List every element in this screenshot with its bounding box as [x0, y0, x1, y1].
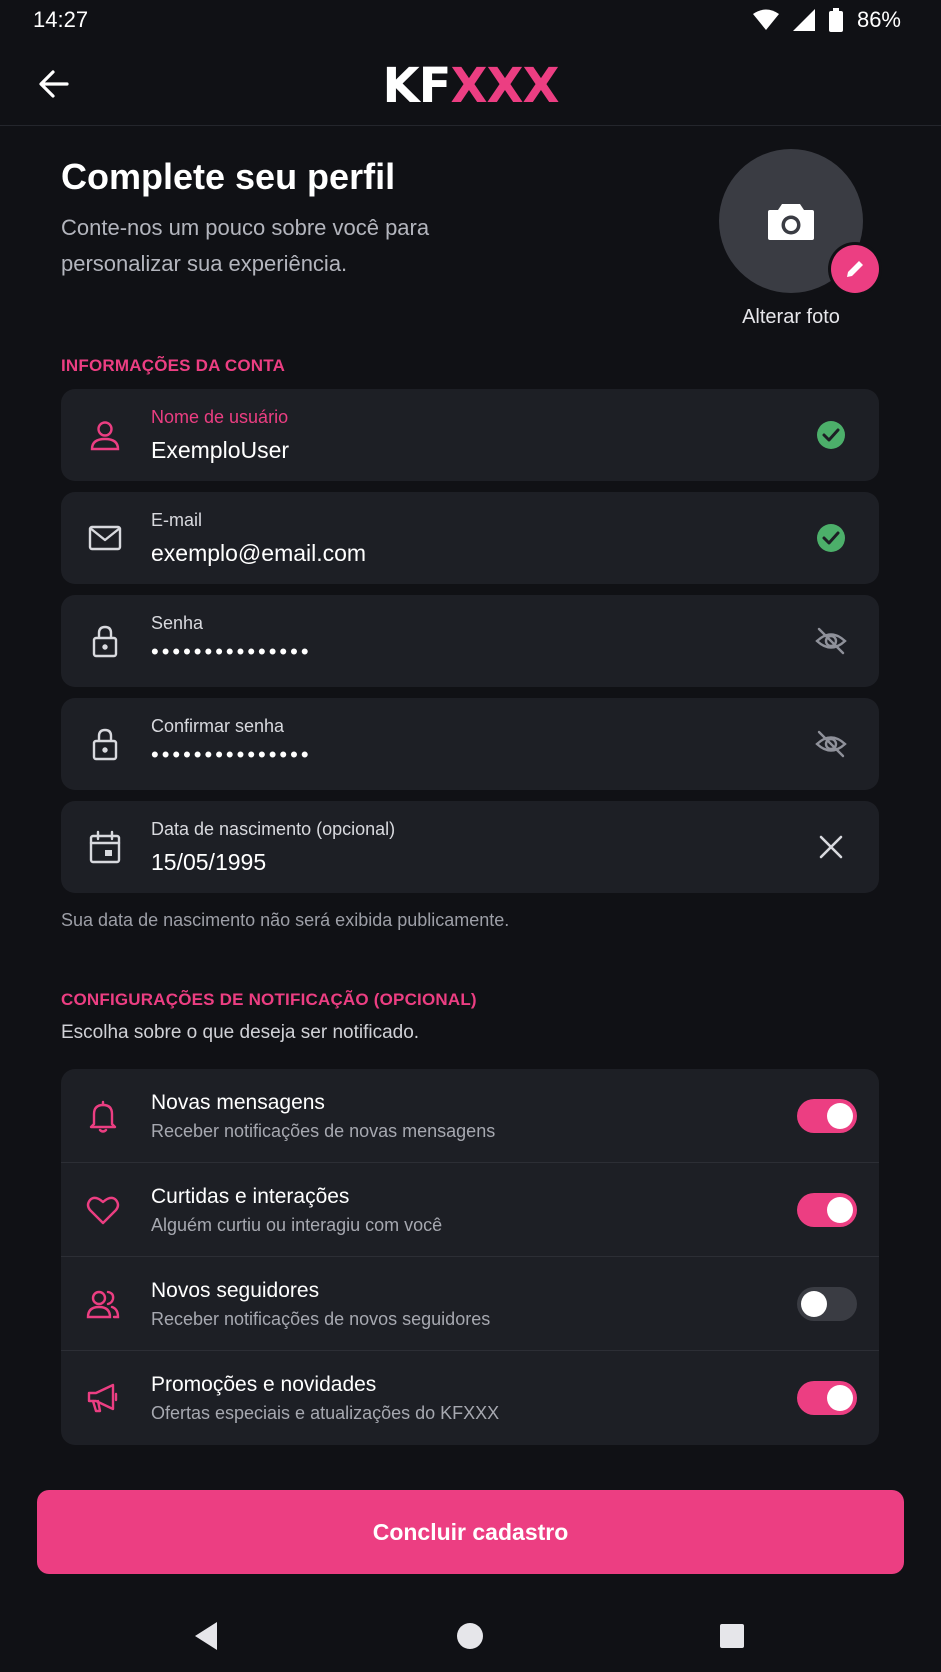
check-circle-icon [815, 419, 847, 451]
notifications-subtitle: Escolha sobre o que deseja ser notificado. [61, 1022, 420, 1043]
promotions-toggle[interactable] [797, 1381, 857, 1415]
notifications-section-title: CONFIGURAÇÕES DE NOTIFICAÇÃO (OPCIONAL) [61, 990, 477, 1009]
toggle-knob [827, 1197, 853, 1223]
users-icon [85, 1286, 121, 1322]
close-icon[interactable] [815, 831, 847, 863]
birthdate-label: Data de nascimento (opcional) [151, 819, 396, 839]
toggle-knob [827, 1103, 853, 1129]
password-field[interactable] [61, 595, 879, 687]
eye-off-icon[interactable] [815, 625, 847, 657]
app-logo [0, 58, 941, 114]
toggle-knob [827, 1385, 853, 1411]
logo-part-xxx: XXX [450, 58, 559, 114]
notification-item-promotions[interactable] [61, 1351, 879, 1445]
username-field[interactable] [61, 389, 879, 481]
mail-icon [87, 520, 123, 556]
battery-level: 86% [856, 7, 901, 32]
bell-icon [85, 1098, 121, 1134]
email-value[interactable]: exemplo@email.com [151, 540, 367, 566]
status-icons [753, 7, 901, 33]
notification-item-likes[interactable] [61, 1163, 879, 1257]
battery-icon [829, 8, 843, 32]
system-navbar [0, 1600, 941, 1672]
notification-description: Alguém curtiu ou interagiu com você [151, 1215, 443, 1235]
confirm-password-value[interactable]: ••••••••••••••• [151, 742, 312, 767]
nav-recents-icon[interactable] [712, 1616, 752, 1656]
username-label: Nome de usuário [151, 407, 289, 427]
logo-part-kf: KF [382, 58, 451, 114]
email-label: E-mail [151, 510, 203, 530]
complete-signup-button[interactable]: Concluir cadastro [37, 1490, 904, 1574]
camera-icon [767, 200, 815, 242]
nav-home-icon[interactable] [450, 1616, 490, 1656]
birthdate-value[interactable]: 15/05/1995 [151, 849, 267, 875]
password-label: Senha [151, 613, 204, 633]
birthdate-field[interactable] [61, 801, 879, 893]
edit-photo-button[interactable] [831, 245, 879, 293]
lock-icon [87, 623, 123, 659]
followers-toggle[interactable] [797, 1287, 857, 1321]
notification-title: Novos seguidores [151, 1279, 320, 1302]
notification-description: Receber notificações de novos seguidores [151, 1309, 491, 1329]
lock-icon [87, 726, 123, 762]
messages-toggle[interactable] [797, 1099, 857, 1133]
heart-icon [85, 1192, 121, 1228]
confirm-password-label: Confirmar senha [151, 716, 285, 736]
app-header [0, 40, 941, 126]
status-time: 14:27 [33, 7, 89, 32]
likes-toggle[interactable] [797, 1193, 857, 1227]
user-icon [87, 417, 123, 453]
eye-off-icon[interactable] [815, 728, 847, 760]
megaphone-icon [85, 1380, 121, 1416]
email-field[interactable] [61, 492, 879, 584]
change-photo-link[interactable]: Alterar foto [742, 306, 840, 328]
confirm-password-field[interactable] [61, 698, 879, 790]
notification-item-messages[interactable] [61, 1069, 879, 1163]
notifications-list [61, 1069, 879, 1445]
notification-description: Ofertas especiais e atualizações do KFXXX [151, 1403, 500, 1423]
toggle-knob [801, 1291, 827, 1317]
account-section-title: INFORMAÇÕES DA CONTA [61, 356, 286, 375]
wifi-icon [753, 9, 779, 31]
calendar-icon [87, 829, 123, 865]
notification-title: Curtidas e interações [151, 1185, 350, 1208]
page-subtitle: Conte-nos um pouco sobre você para personalizar sua experiência. [61, 215, 430, 276]
nav-back-icon[interactable] [187, 1616, 227, 1656]
username-value[interactable]: ExemploUser [151, 437, 290, 463]
signal-icon [793, 9, 815, 31]
notification-title: Novas mensagens [151, 1091, 325, 1114]
birthdate-hint: Sua data de nascimento não será exibida publicamente. [61, 910, 510, 930]
pencil-icon [844, 258, 866, 280]
status-bar [0, 0, 941, 40]
check-circle-icon [815, 522, 847, 554]
notification-description: Receber notificações de novas mensagens [151, 1121, 496, 1141]
password-value[interactable]: ••••••••••••••• [151, 639, 312, 664]
notification-title: Promoções e novidades [151, 1373, 377, 1396]
notification-item-followers[interactable] [61, 1257, 879, 1351]
page-title: Complete seu perfil [61, 156, 396, 197]
